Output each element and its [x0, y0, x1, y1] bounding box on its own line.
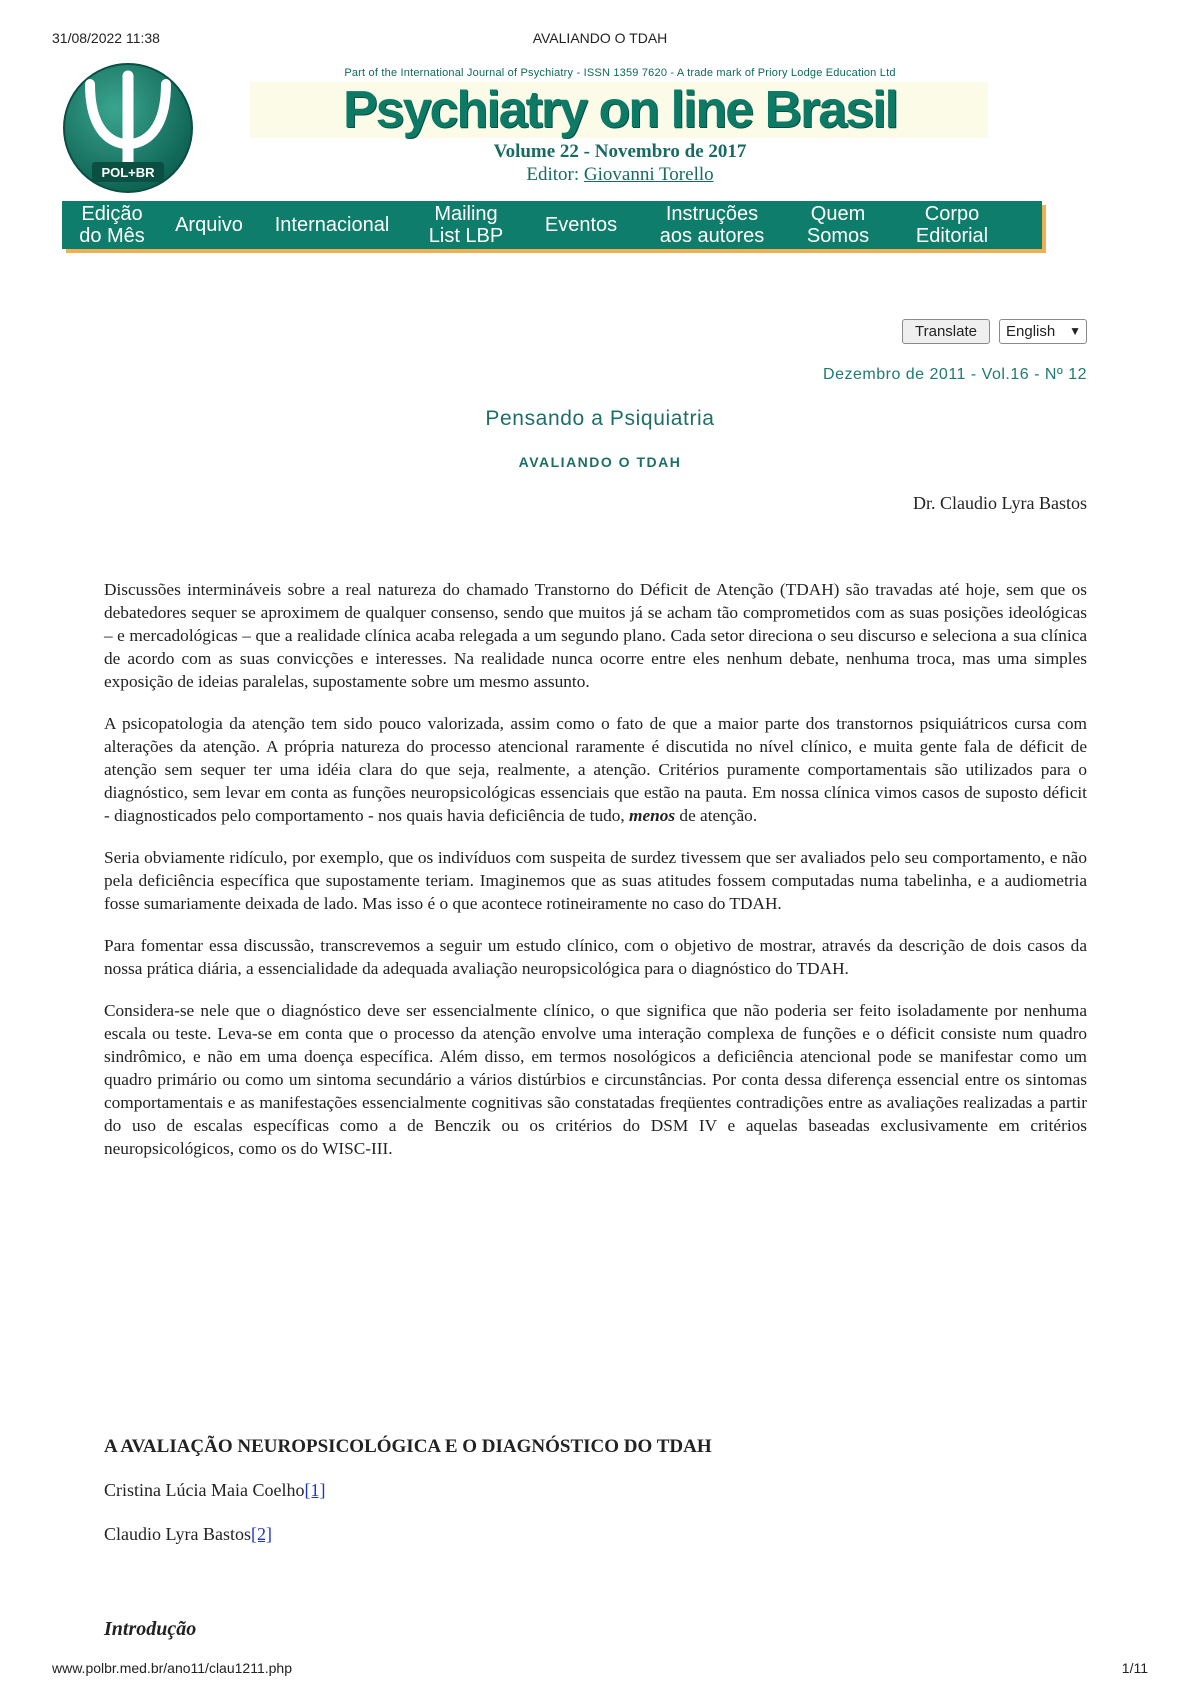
- emphasis-menos: menos: [629, 806, 676, 825]
- nav-instrucoes[interactable]: Instruções aos autores: [659, 203, 765, 247]
- editor-line: [250, 164, 990, 186]
- nav-arquivo[interactable]: Arquivo: [175, 214, 243, 236]
- article-title: AVALIANDO O TDAH: [518, 454, 682, 470]
- translate-button[interactable]: Translate: [902, 319, 990, 344]
- main-nav: [62, 201, 1042, 249]
- nav-edicao-do-mes[interactable]: Edição do Mês: [79, 203, 145, 247]
- paragraph-3: Seria obviamente ridículo, por exemplo, que os indivíduos com suspeita de surdez tivessem que ser avaliados pelo seu comportamento, e não pela deficiência específica que supostamente teriam. Imaginemos que as suas atitudes fossem computadas numa tabelinha, e a audiometria fosse sumariamente deixada de lado. Mas isso é o que acontece rotineiramente no caso do TDAH.: [104, 848, 1087, 913]
- study-heading: A AVALIAÇÃO NEUROPSICOLÓGICA E O DIAGNÓSTICO DO TDAH: [104, 1436, 712, 1457]
- nav-eventos[interactable]: Eventos: [544, 214, 618, 236]
- nav-quem-somos[interactable]: Quem Somos: [806, 203, 870, 247]
- volume-line: Volume 22 - Novembro de 2017: [493, 141, 747, 162]
- article-body: [104, 578, 1087, 1179]
- print-page-number: 1/11: [1121, 1660, 1148, 1676]
- nav-internacional[interactable]: Internacional: [274, 214, 390, 236]
- nav-corpo-editorial[interactable]: Corpo Editorial: [915, 203, 989, 247]
- study-author-2: [104, 1524, 272, 1545]
- site-logo[interactable]: [60, 62, 196, 196]
- study-author-1: [104, 1480, 325, 1501]
- article-author: Dr. Claudio Lyra Bastos: [913, 493, 1087, 513]
- print-header: [0, 30, 1200, 50]
- chevron-down-icon: ▼: [1069, 324, 1081, 338]
- print-url: www.polbr.med.br/ano11/clau1211.php: [52, 1660, 292, 1676]
- paragraph-5: Considera-se nele que o diagnóstico deve ser essencialmente clínico, o que significa que não poderia ser feito isoladamente por nenhuma escala ou teste. Leva-se em conta que o processo da atenção envolve uma interação complexa de funções e o déficit consiste num quadro sindrômico, e não em uma doença específica. Além disso, em termos nosológicos a deficiência atencional pode se manifestar como um quadro primário ou como um sintoma secundário a vários distúrbios e circunstâncias. Por conta dessa diferença essencial entre os sintomas comportamentais e as manifestações essencialmente cognitivas são constatadas freqüentes contradições entre as avaliações realizadas a partir do uso de escalas específicas como a de Benczik ou os critérios do DSM IV e aquelas baseadas exclusivamente em critérios neuropsicológicos, como os do WISC-III.: [104, 1001, 1087, 1158]
- footnote-link-2[interactable]: [2]: [251, 1524, 272, 1544]
- paragraph-2-end: de atenção.: [675, 806, 758, 825]
- paragraph-2: [104, 712, 1087, 827]
- paragraph-1: Discussões intermináveis sobre a real natureza do chamado Transtorno do Déficit de Atenção (TDAH) são travadas até hoje, sem que os debatedores sequer se aproximem de qualquer consenso, sendo que muitos já se acham tão comprometidos com as suas posições ideológicas – e mercadológicas – que a realidade clínica acaba relegada a um segundo plano. Cada setor direciona o seu discurso e seleciona a sua clínica de acordo com as suas convicções e interesses. Na realidade nunca ocorre entre eles nenhum debate, nenhuma troca, mas uma simples exposição de ideias paralelas, supostamente sobre um mesmo assunto.: [104, 580, 1087, 691]
- print-datetime: 31/08/2022 11:38: [52, 30, 160, 46]
- study-author-name: Cristina Lúcia Maia Coelho: [104, 1480, 305, 1500]
- study-author-name: Claudio Lyra Bastos: [104, 1524, 251, 1544]
- editor-label: Editor:: [526, 164, 584, 185]
- banner-tagline: Part of the International Journal of Psychiatry - ISSN 1359 7620 - A trade mark of Priory Lodge Education Ltd: [344, 67, 896, 79]
- psi-logo-icon: [60, 62, 196, 196]
- print-doc-title: AVALIANDO O TDAH: [532, 30, 668, 46]
- footnote-link-1[interactable]: [1]: [304, 1480, 326, 1500]
- intro-heading: Introdução: [104, 1618, 197, 1640]
- language-select[interactable]: [999, 319, 1087, 344]
- section-title: Pensando a Psiquiatria: [485, 407, 715, 430]
- issue-line: Dezembro de 2011 - Vol.16 - Nº 12: [823, 366, 1087, 383]
- print-footer: [0, 1660, 1200, 1680]
- paragraph-4: Para fomentar essa discussão, transcrevemos a seguir um estudo clínico, com o objetivo de mostrar, através da descrição de dois casos da nossa prática diária, a essencialidade da adequada avaliação neuropsicológica para o diagnóstico do TDAH.: [104, 936, 1087, 978]
- paragraph-2-text: A psicopatologia da atenção tem sido pouco valorizada, assim como o fato de que a maior parte dos transtornos psiquiátricos cursa com alterações da atenção. A própria natureza do processo atencional raramente é discutida no nível clínico, e muita gente fala de déficit de atenção sem sequer ter uma idéia clara do que seja, realmente, a atenção. Critérios puramente comportamentais são utilizados para o diagnóstico, sem levar em conta as funções neuropsicológicas essenciais que estão na pauta. Em nossa clínica vimos casos de suposto déficit - diagnosticados pelo comportamento - nos quais havia deficiência de tudo,: [104, 714, 1087, 825]
- editor-link[interactable]: Giovanni Torello: [583, 164, 714, 185]
- language-value: English: [1006, 323, 1056, 340]
- nav-mailing-list[interactable]: Mailing List LBP: [428, 203, 504, 247]
- logo-label: POL+BR: [101, 165, 155, 180]
- site-title[interactable]: Psychiatry on line Brasil: [342, 81, 898, 139]
